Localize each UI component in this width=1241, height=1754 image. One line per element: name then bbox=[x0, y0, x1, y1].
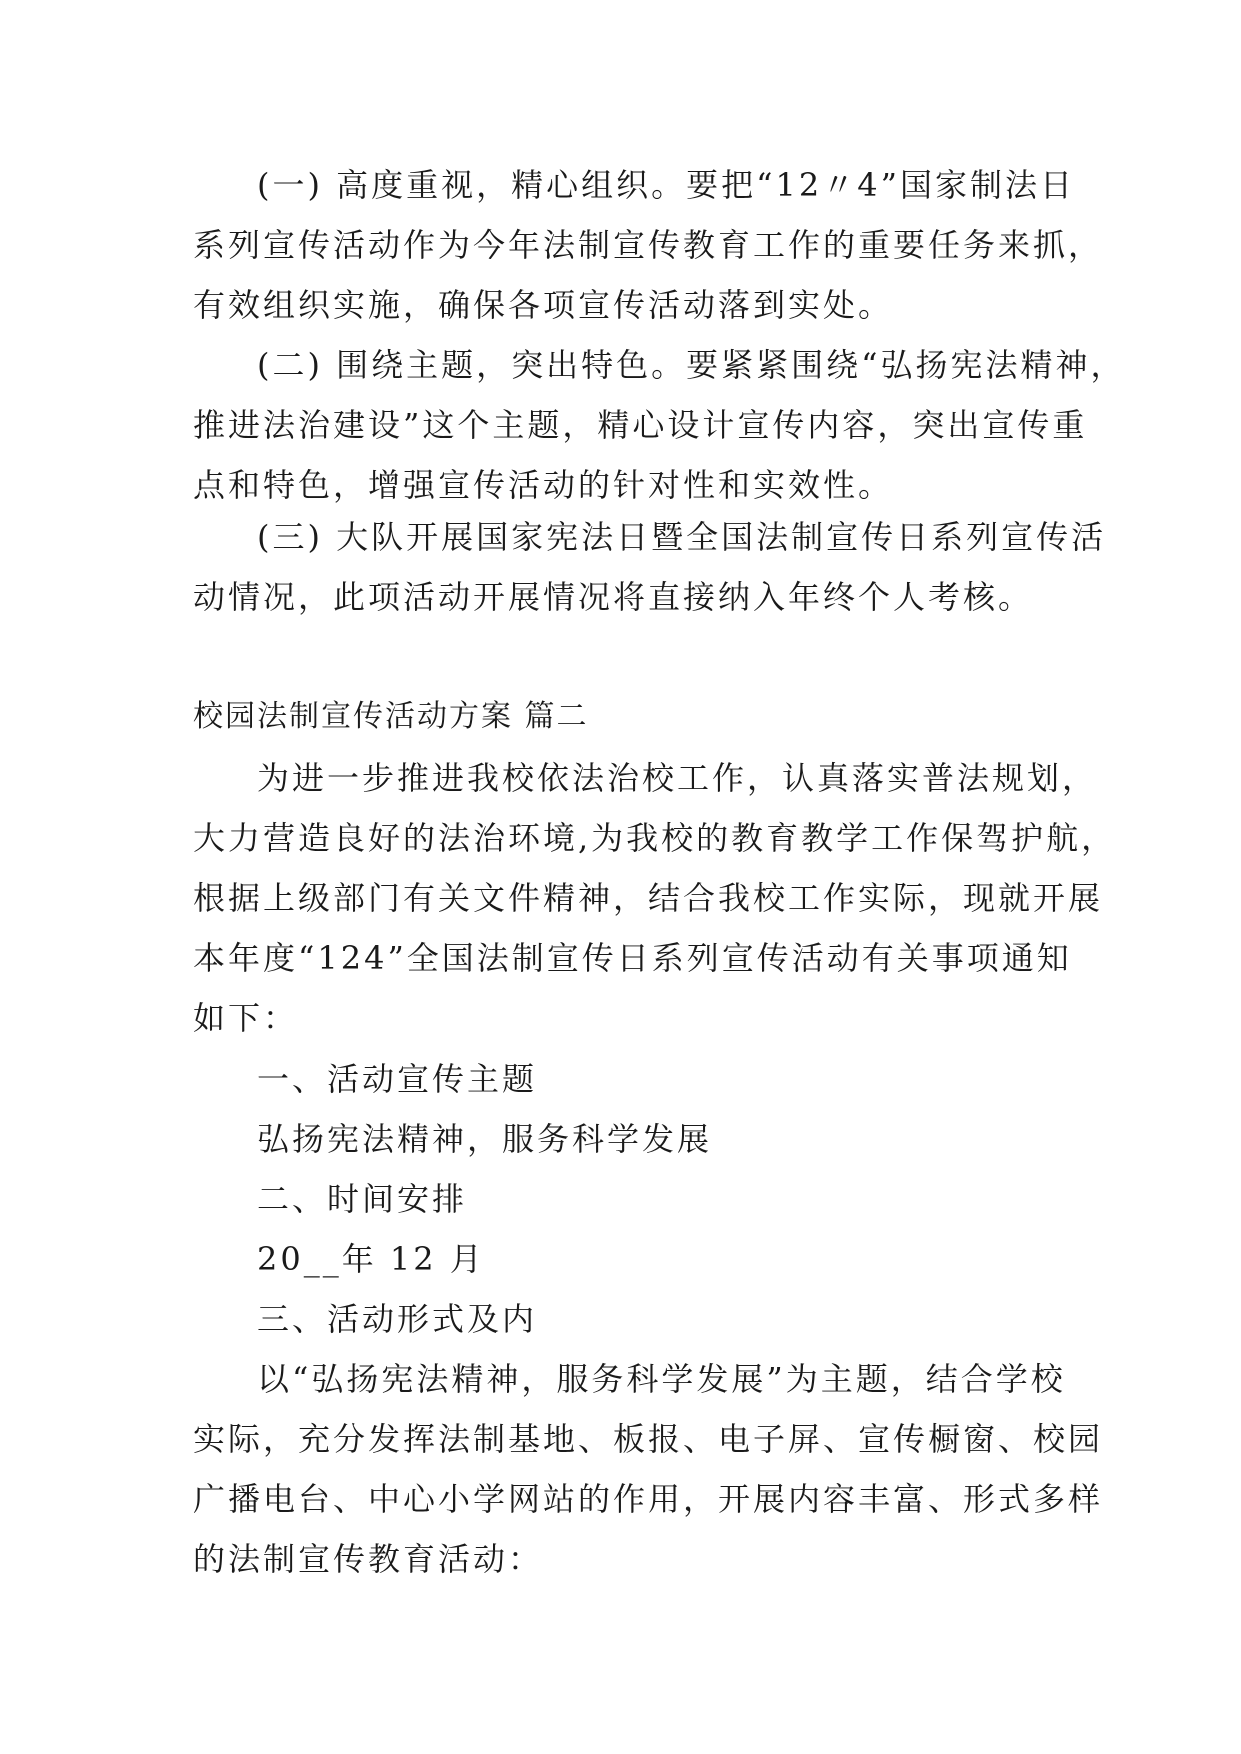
paragraph-line: 大力营造良好的法治环境,为我校的教育教学工作保驾护航， bbox=[193, 819, 1117, 857]
item-list bbox=[193, 1049, 1063, 1349]
paragraph-line: 点和特色，增强宣传活动的针对性和实效性。 bbox=[193, 466, 894, 504]
paragraph-line: 根据上级部门有关文件精神，结合我校工作实际，现就开展 bbox=[193, 879, 1104, 917]
paragraph-line: 动情况，此项活动开展情况将直接纳入年终个人考核。 bbox=[193, 578, 1034, 616]
paragraph-line: 有效组织实施，确保各项宣传活动落到实处。 bbox=[193, 286, 894, 324]
item3-paragraph bbox=[193, 1349, 1104, 1589]
paragraph-line: (三) 大队开展国家宪法日暨全国法制宣传日系列宣传活 bbox=[257, 518, 1107, 556]
item-content: 弘扬宪法精神，服务科学发展 bbox=[257, 1120, 713, 1158]
item-title: 三、活动形式及内 bbox=[257, 1300, 538, 1338]
item-content: 20__年 12 月 bbox=[257, 1240, 485, 1278]
paragraph-line: 为进一步推进我校依法治校工作，认真落实普法规划， bbox=[257, 759, 1098, 797]
paragraph-line: 以“弘扬宪法精神，服务科学发展”为主题，结合学校 bbox=[257, 1360, 1066, 1398]
paragraph-line: 系列宣传活动作为今年法制宣传教育工作的重要任务来抓， bbox=[193, 226, 1104, 264]
section-heading: 校园法制宣传活动方案 篇二 bbox=[193, 699, 589, 734]
paragraph-line: 推进法治建设”这个主题，精心设计宣传内容，突出宣传重 bbox=[193, 406, 1088, 444]
paragraph-line: (二) 围绕主题，突出特色。要紧紧围绕“弘扬宪法精神， bbox=[257, 346, 1126, 384]
paragraph-line: 如下： bbox=[193, 999, 299, 1037]
paragraph-line: 广播电台、中心小学网站的作用，开展内容丰富、形式多样 bbox=[193, 1480, 1104, 1518]
paragraph-line: 的法制宣传教育活动： bbox=[193, 1540, 544, 1578]
item-title: 一、活动宣传主题 bbox=[257, 1060, 538, 1098]
paragraph-line: (一) 高度重视，精心组织。要把“12〃4”国家制法日 bbox=[257, 166, 1075, 204]
paragraph-line: 本年度“124”全国法制宣传日系列宣传活动有关事项通知 bbox=[193, 939, 1072, 977]
paragraph-3 bbox=[193, 507, 1107, 627]
paragraph-1 bbox=[193, 155, 1104, 335]
intro-paragraph bbox=[193, 748, 1117, 1048]
item-title: 二、时间安排 bbox=[257, 1180, 468, 1218]
paragraph-2 bbox=[193, 335, 1126, 515]
paragraph-line: 实际，充分发挥法制基地、板报、电子屏、宣传橱窗、校园 bbox=[193, 1420, 1104, 1458]
